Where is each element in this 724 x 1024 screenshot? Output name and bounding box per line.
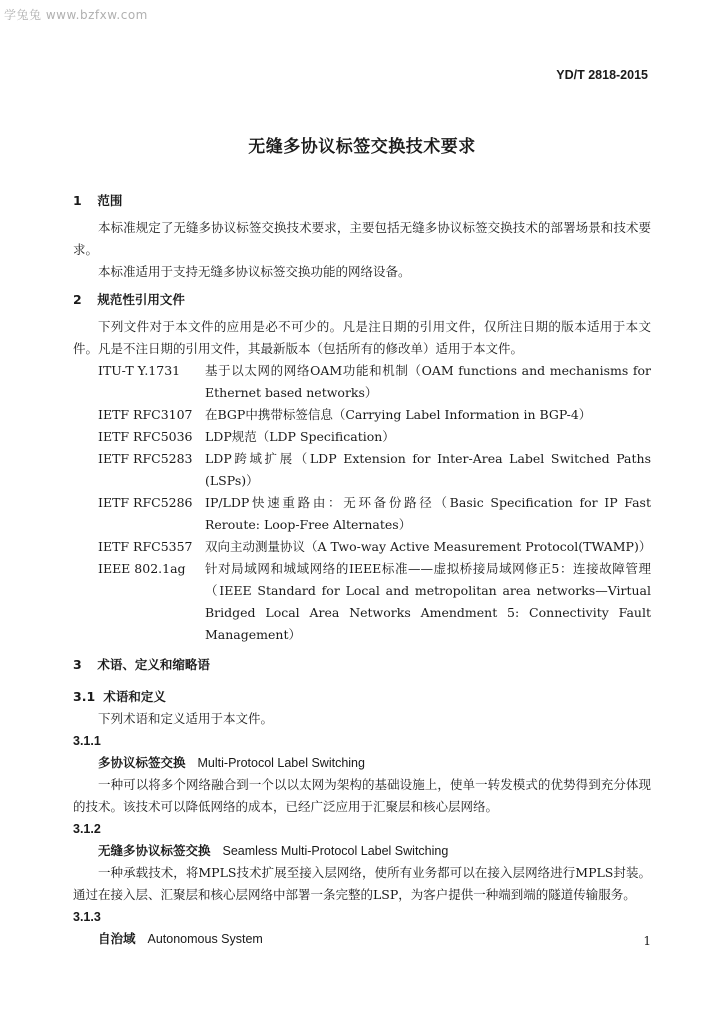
term-en: Multi-Protocol Label Switching [197,756,365,770]
term-cn: 无缝多协议标签交换 [98,843,211,858]
reference-item [73,558,651,646]
section-number: 2 [73,292,82,307]
term-number: 3.1.3 [73,910,101,924]
subsection-title: 术语和定义 [103,689,166,704]
section-number: 3 [73,657,82,672]
reference-title: LDP规范（LDP Specification） [205,429,395,444]
section-title: 规范性引用文件 [97,292,185,307]
term-heading [73,840,651,862]
term-definition: 一种可以将多个网络融合到一个以以太网为架构的基础设施上，使单一转发模式的优势得到充分体现的技术。该技术可以降低网络的成本，已经广泛应用于汇聚层和核心层网络。 [73,777,651,814]
section-number: 1 [73,193,82,208]
reference-item [73,404,651,426]
page-number: 1 [643,934,651,948]
section-scope [73,190,651,283]
subsection-heading [73,686,651,708]
reference-title: 针对局域网和城域网络的IEEE标准——虚拟桥接局域网修正5：连接故障管理（IEEE Standard for Local and metropolitan area networks—Virtual Bridged Local Area Networks Amendment 5: Connectivity Fault Management） [205,561,651,642]
reference-item [73,492,651,536]
term-heading [73,928,651,950]
reference-code: IETF RFC5286 [98,495,193,510]
section-heading [73,654,651,676]
reference-title: 在BGP中携带标签信息（Carrying Label Information in BGP-4） [205,407,592,422]
reference-title: IP/LDP快速重路由：无环备份路径（Basic Specification for IP Fast Reroute: Loop-Free Alternates） [205,495,651,532]
document-body [73,190,651,956]
section-heading [73,289,651,311]
reference-list [73,360,651,646]
reference-code: IETF RFC5036 [98,429,193,444]
reference-code: ITU-T Y.1731 [98,363,181,378]
term-cn: 自治域 [98,931,136,946]
section-title: 术语、定义和缩略语 [97,657,210,672]
reference-code: IETF RFC3107 [98,407,193,422]
term-cn: 多协议标签交换 [98,755,186,770]
term-number: 3.1.2 [73,822,101,836]
term-en: Autonomous System [147,932,263,946]
reference-code: IETF RFC5283 [98,451,193,466]
reference-item [73,426,651,448]
reference-item [73,448,651,492]
term-en: Seamless Multi-Protocol Label Switching [222,844,449,858]
standard-code: YD/T 2818-2015 [556,68,648,82]
reference-title: 双向主动测量协议（A Two-way Active Measurement Protocol(TWAMP)） [205,539,652,554]
reference-code: IETF RFC5357 [98,539,193,554]
subsection-number: 3.1 [73,689,96,704]
watermark: 学兔兔 www.bzfxw.com [4,8,148,22]
section-title: 范围 [97,193,123,208]
term-definition: 一种承载技术，将MPLS技术扩展至接入层网络，使所有业务都可以在接入层网络进行MPLS封装。通过在接入层、汇聚层和核心层网络中部署一条完整的LSP，为客户提供一种端到端的隧道传输服务。 [73,865,651,902]
reference-item [73,360,651,404]
section-heading [73,190,651,212]
section-normative-references [73,289,651,646]
term-heading [73,752,651,774]
reference-item [73,536,651,558]
reference-title: 基于以太网的网络OAM功能和机制（OAM functions and mechanisms for Ethernet based networks） [205,363,651,400]
paragraph: 本标准规定了无缝多协议标签交换技术要求，主要包括无缝多协议标签交换技术的部署场景和技术要求。 [73,220,651,257]
document-title: 无缝多协议标签交换技术要求 [248,137,476,157]
paragraph: 下列文件对于本文件的应用是必不可少的。凡是注日期的引用文件，仅所注日期的版本适用于本文件。凡是不注日期的引用文件，其最新版本（包括所有的修改单）适用于本文件。 [73,319,651,356]
term-number: 3.1.1 [73,734,101,748]
section-terms [73,654,651,950]
reference-title: LDP跨域扩展（LDP Extension for Inter-Area Label Switched Paths (LSPs)） [205,451,651,488]
reference-code: IEEE 802.1ag [98,561,186,576]
paragraph: 下列术语和定义适用于本文件。 [98,711,274,726]
paragraph: 本标准适用于支持无缝多协议标签交换功能的网络设备。 [98,264,411,279]
